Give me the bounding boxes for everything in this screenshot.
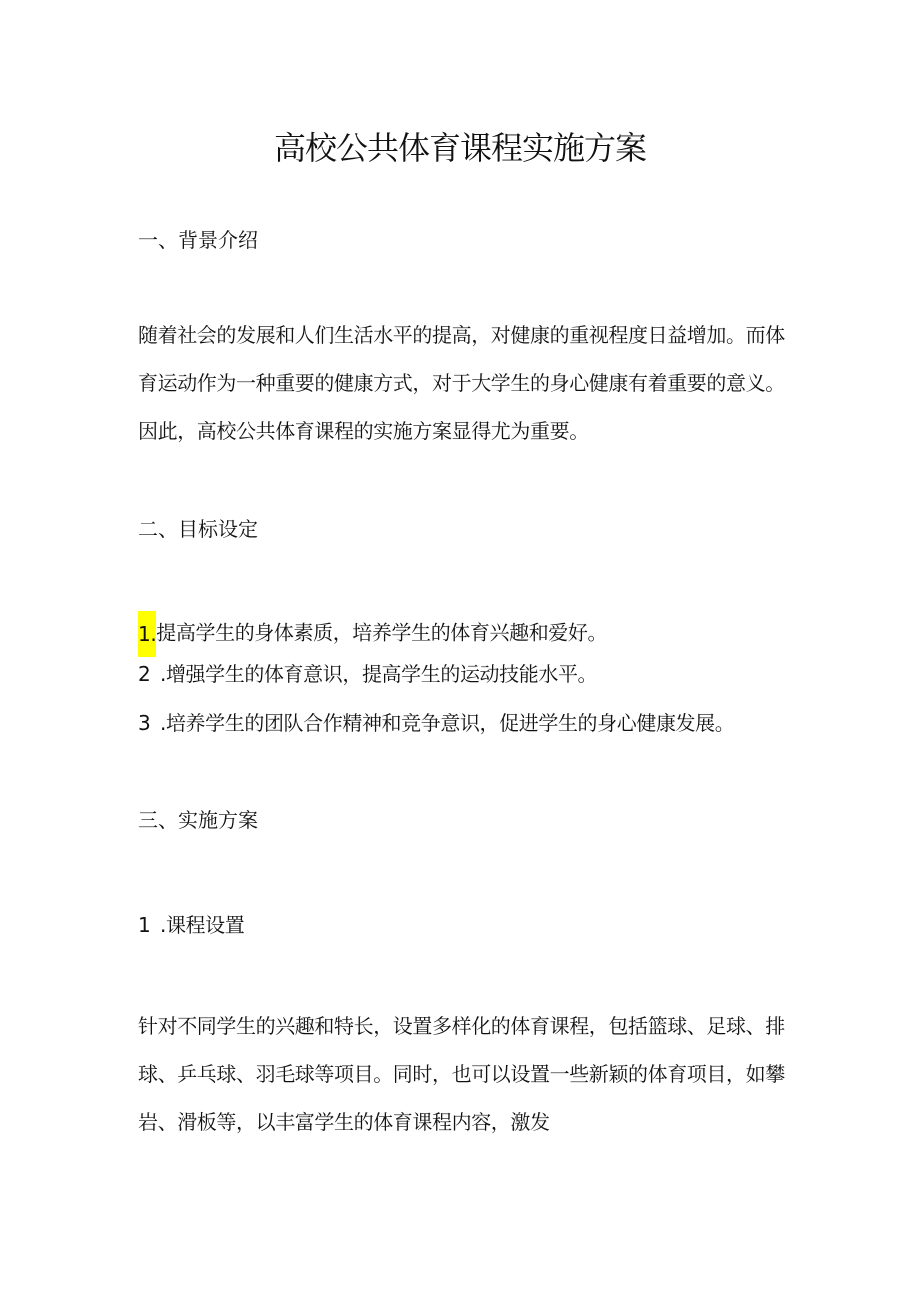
course-setup-paragraph: 针对不同学生的兴趣和特长，设置多样化的体育课程，包括篮球、足球、排球、乒乓球、羽毛球等项目。同时，也可以设置一些新颖的体育项目，如攀岩、滑板等，以丰富学生的体育课程内容，激发 (138, 1014, 785, 1134)
goal-item-1 (138, 611, 607, 657)
background-paragraph: 随着社会的发展和人们生活水平的提高，对健康的重视程度日益增加。而体育运动作为一种重要的健康方式，对于大学生的身心健康有着重要的意义。因此，高校公共体育课程的实施方案显得尤为重要。 (138, 323, 785, 443)
subheading-course-setup (138, 911, 244, 939)
subheading-number: 1 (138, 913, 151, 937)
goal-text-2: .增强学生的体育意识，提高学生的运动技能水平。 (160, 662, 598, 686)
section-heading-background: 一、背景介绍 (138, 228, 258, 252)
section-heading-implementation: 三、实施方案 (138, 808, 258, 832)
goal-item-3 (138, 709, 734, 737)
goal-number-highlight: 1. (138, 611, 156, 657)
goal-number-2: 2 (138, 662, 151, 686)
goal-number-3: 3 (138, 711, 151, 735)
section-heading-goals: 二、目标设定 (138, 517, 258, 541)
goal-text-1: 提高学生的身体素质，培养学生的体育兴趣和爱好。 (156, 620, 608, 645)
document-title: 高校公共体育课程实施方案 (273, 129, 646, 167)
goal-item-2 (138, 660, 597, 688)
subheading-text: .课程设置 (160, 913, 245, 937)
goal-text-3: .培养学生的团队合作精神和竞争意识，促进学生的身心健康发展。 (160, 711, 735, 735)
